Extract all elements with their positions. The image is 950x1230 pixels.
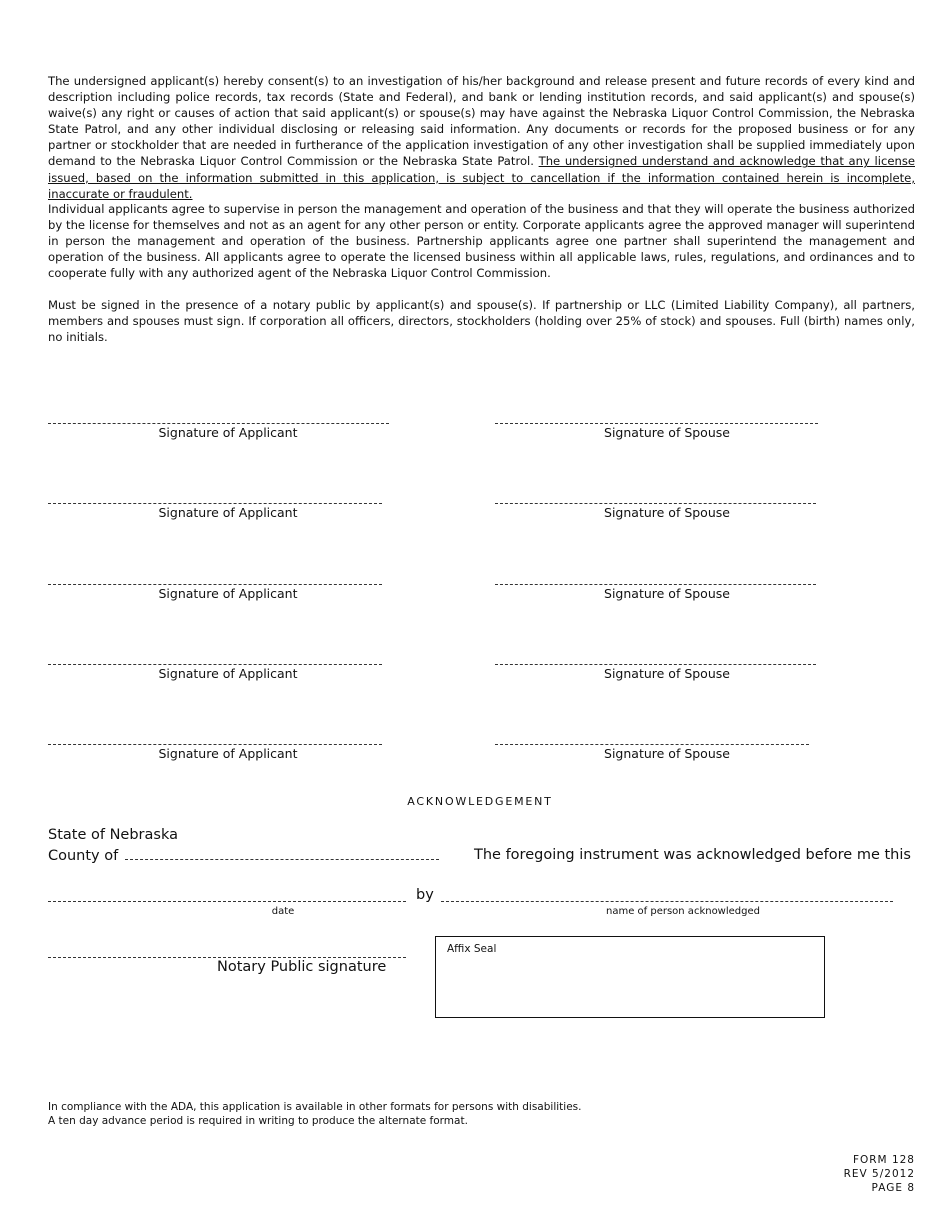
spouse-signature-label: Signature of Spouse [604, 425, 730, 440]
spouse-signature-line[interactable] [495, 651, 816, 667]
spouse-signature-line[interactable] [495, 490, 816, 506]
spouse-signature-label: Signature of Spouse [604, 505, 730, 520]
supervision-paragraph: Individual applicants agree to supervise in person the management and operation of the business and that they will operate the business authorized by the license for themselves and not as an agent for any other person or entity. Corporate applicants agree the approved manager will superintend in person the management and operation of the business. Partnership applicants agree one partner shall superintend the management and operation of the business. All applicants agree to operate the licensed business within all applicable laws, rules, regulations, and ordinances and to cooperate fully with any authorized agent of the Nebraska Liquor Control Commission. [48, 202, 915, 281]
applicant-signature-line[interactable] [48, 571, 382, 587]
spouse-signature-line[interactable] [495, 571, 816, 587]
applicant-signature-label: Signature of Applicant [158, 505, 298, 520]
county-row [48, 847, 439, 864]
acknowledged-person-input-line[interactable] [441, 888, 893, 904]
by-label: by [416, 887, 434, 903]
spouse-signature-line[interactable] [495, 410, 818, 426]
form-number: FORM 128 [852, 1154, 915, 1166]
page-number: PAGE 8 [871, 1182, 915, 1194]
spouse-signature-label: Signature of Spouse [604, 586, 730, 601]
notary-signature-label: Notary Public signature [217, 959, 387, 975]
notary-signature-line[interactable] [48, 944, 406, 960]
consent-paragraph [48, 73, 915, 202]
applicant-signature-line[interactable] [48, 651, 382, 667]
applicant-signature-label: Signature of Applicant [158, 746, 298, 761]
county-label: County of [48, 848, 119, 864]
date-input-line[interactable] [48, 888, 406, 904]
consent-text: The undersigned applicant(s) hereby consent(s) to an investigation of his/her background and release present and future records of every kind and description including police records, tax records (State and Federal), and bank or lending institution records, and said applicant(s) and spouse(s) waive(s) any right or causes of action that said applicant(s) or spouse(s) may have against the Nebraska Liquor Control Commission, the Nebraska State Patrol, and any other individual disclosing or releasing said information. Any documents or records for the proposed business or for any partner or stockholder that are needed in furtherance of the application investigation of any other investigation shall be supplied immediately upon demand to the Nebraska Liquor Control Commission or the Nebraska State Patrol. [48, 74, 915, 169]
date-label: date [271, 906, 295, 917]
affix-seal-label: Affix Seal [447, 943, 497, 955]
form-revision: REV 5/2012 [843, 1168, 915, 1180]
ada-notice-line-2: A ten day advance period is required in writing to produce the alternate format. [48, 1115, 468, 1127]
consent-underlined-text: The undersigned understand and acknowledge that any license issued, based on the information submitted in this application, is subject to cancellation if the information contained herein is incomplete, inaccurate or fraudulent. [48, 154, 915, 201]
ada-notice-line-1: In compliance with the ADA, this application is available in other formats for persons with disabilities. [48, 1101, 582, 1113]
acknowledged-person-label: name of person acknowledged [606, 906, 760, 917]
state-label: State of Nebraska [48, 827, 178, 843]
spouse-signature-label: Signature of Spouse [604, 746, 730, 761]
county-input-line[interactable] [125, 847, 439, 860]
applicant-signature-label: Signature of Applicant [158, 586, 298, 601]
affix-seal-box [435, 936, 825, 1018]
applicant-signature-line[interactable] [48, 410, 389, 426]
applicant-signature-label: Signature of Applicant [158, 425, 298, 440]
signing-rules-paragraph: Must be signed in the presence of a notary public by applicant(s) and spouse(s). If partnership or LLC (Limited Liability Company), all partners, members and spouses must sign. If corporation all officers, directors, stockholders (holding over 25% of stock) and spouses. Full (birth) names only, no initials. [48, 298, 915, 345]
spouse-signature-label: Signature of Spouse [604, 666, 730, 681]
applicant-signature-line[interactable] [48, 731, 382, 747]
foregoing-text: The foregoing instrument was acknowledged before me this [474, 847, 911, 863]
spouse-signature-line[interactable] [495, 731, 809, 747]
applicant-signature-label: Signature of Applicant [158, 666, 298, 681]
applicant-signature-line[interactable] [48, 490, 382, 506]
acknowledgement-heading: ACKNOWLEDGEMENT [407, 795, 553, 808]
